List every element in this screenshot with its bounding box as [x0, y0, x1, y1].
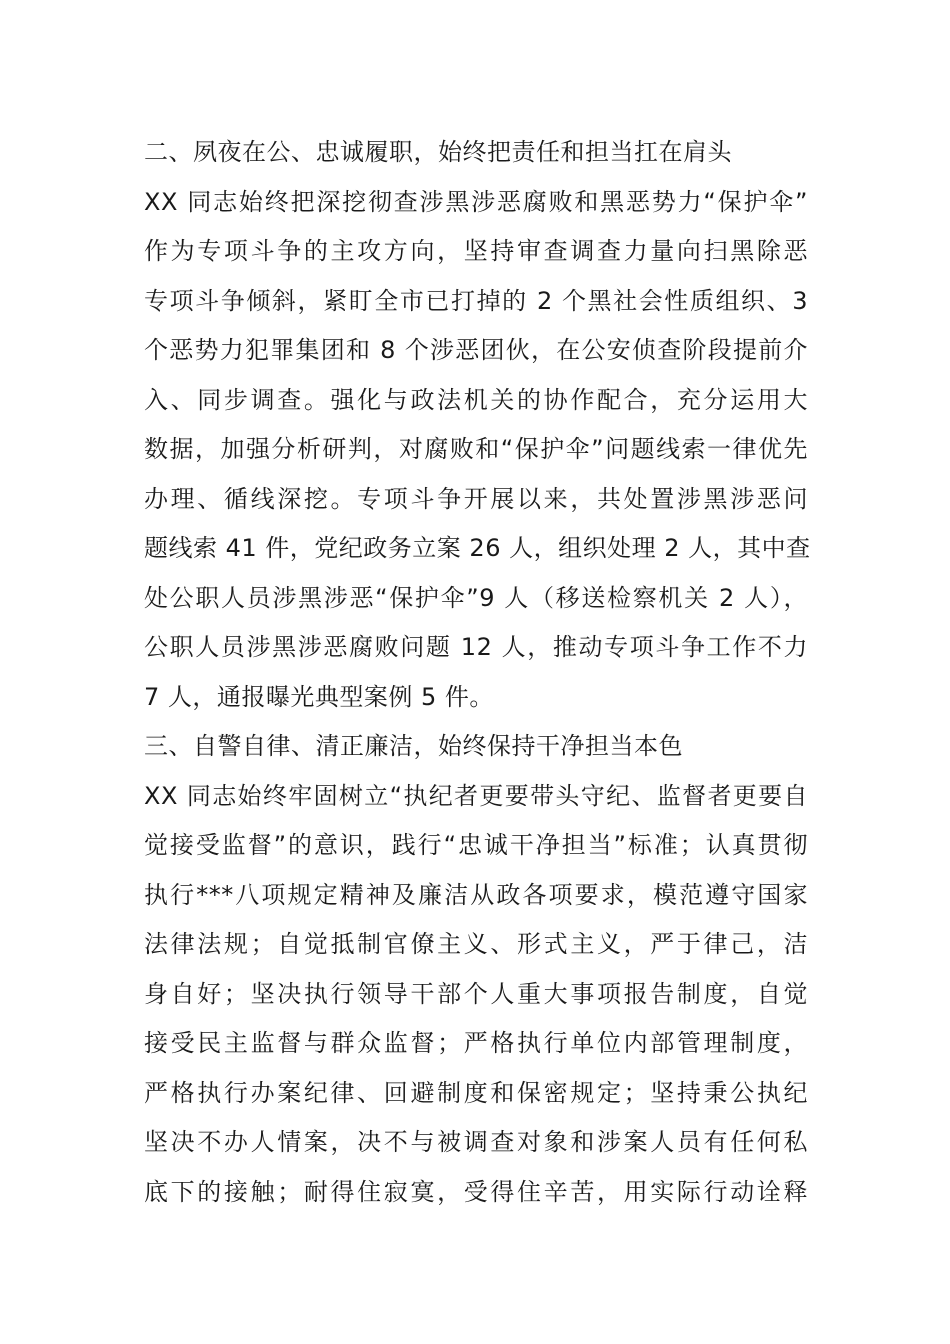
paragraph-line: 数据，加强分析研判，对腐败和“保护伞”问题线索一律优先: [144, 435, 808, 463]
paragraph-line-last: 7 人，通报曝光典型案例 5 件。: [144, 682, 494, 711]
paragraph-line: 觉接受监督”的意识，践行“忠诚干净担当”标准；认真贯彻: [144, 831, 808, 859]
paragraph-line: 办理、循线深挖。专项斗争开展以来，共处置涉黑涉恶问: [144, 484, 808, 513]
paragraph-line: 专项斗争倾斜，紧盯全市已打掉的 2 个黑社会性质组织、3: [144, 286, 808, 315]
section-heading-2: 二、夙夜在公、忠诚履职，始终把责任和担当扛在肩头: [144, 138, 732, 166]
document-body: [144, 128, 811, 1217]
paragraph-line: 处公职人员涉黑涉恶“保护伞”9 人（移送检察机关 2 人），: [144, 583, 808, 612]
paragraph-line: 身自好；坚决执行领导干部个人重大事项报告制度，自觉: [144, 979, 808, 1008]
paragraph-line: 接受民主监督与群众监督；严格执行单位内部管理制度，: [144, 1029, 808, 1057]
paragraph-line: 题线索 41 件，党纪政务立案 26 人，组织处理 2 人，其中查: [144, 534, 811, 562]
paragraph-line: XX 同志始终把深挖彻查涉黑涉恶腐败和黑恶势力“保护伞”: [144, 187, 808, 216]
paragraph-line: 执行***八项规定精神及廉洁从政各项要求，模范遵守国家: [144, 880, 808, 909]
paragraph-line: 作为专项斗争的主攻方向，坚持审查调查力量向扫黑除恶: [144, 237, 808, 265]
section-heading-3: 三、自警自律、清正廉洁，始终保持干净担当本色: [144, 732, 683, 760]
paragraph-line: 坚决不办人情案，决不与被调查对象和涉案人员有任何私: [144, 1128, 808, 1156]
paragraph-line: 底下的接触；耐得住寂寞，受得住辛苦，用实际行动诠释: [144, 1177, 808, 1206]
paragraph-line: 公职人员涉黑涉恶腐败问题 12 人，推动专项斗争工作不力: [144, 633, 808, 661]
paragraph-line: 入、同步调查。强化与政法机关的协作配合，充分运用大: [144, 385, 808, 414]
paragraph-line: 严格执行办案纪律、回避制度和保密规定；坚持秉公执纪: [144, 1078, 808, 1107]
paragraph-line: XX 同志始终牢固树立“执纪者更要带头守纪、监督者更要自: [144, 781, 808, 810]
paragraph-line: 法律法规；自觉抵制官僚主义、形式主义，严于律己，洁: [144, 930, 808, 958]
paragraph-line: 个恶势力犯罪集团和 8 个涉恶团伙，在公安侦查阶段提前介: [144, 336, 808, 364]
